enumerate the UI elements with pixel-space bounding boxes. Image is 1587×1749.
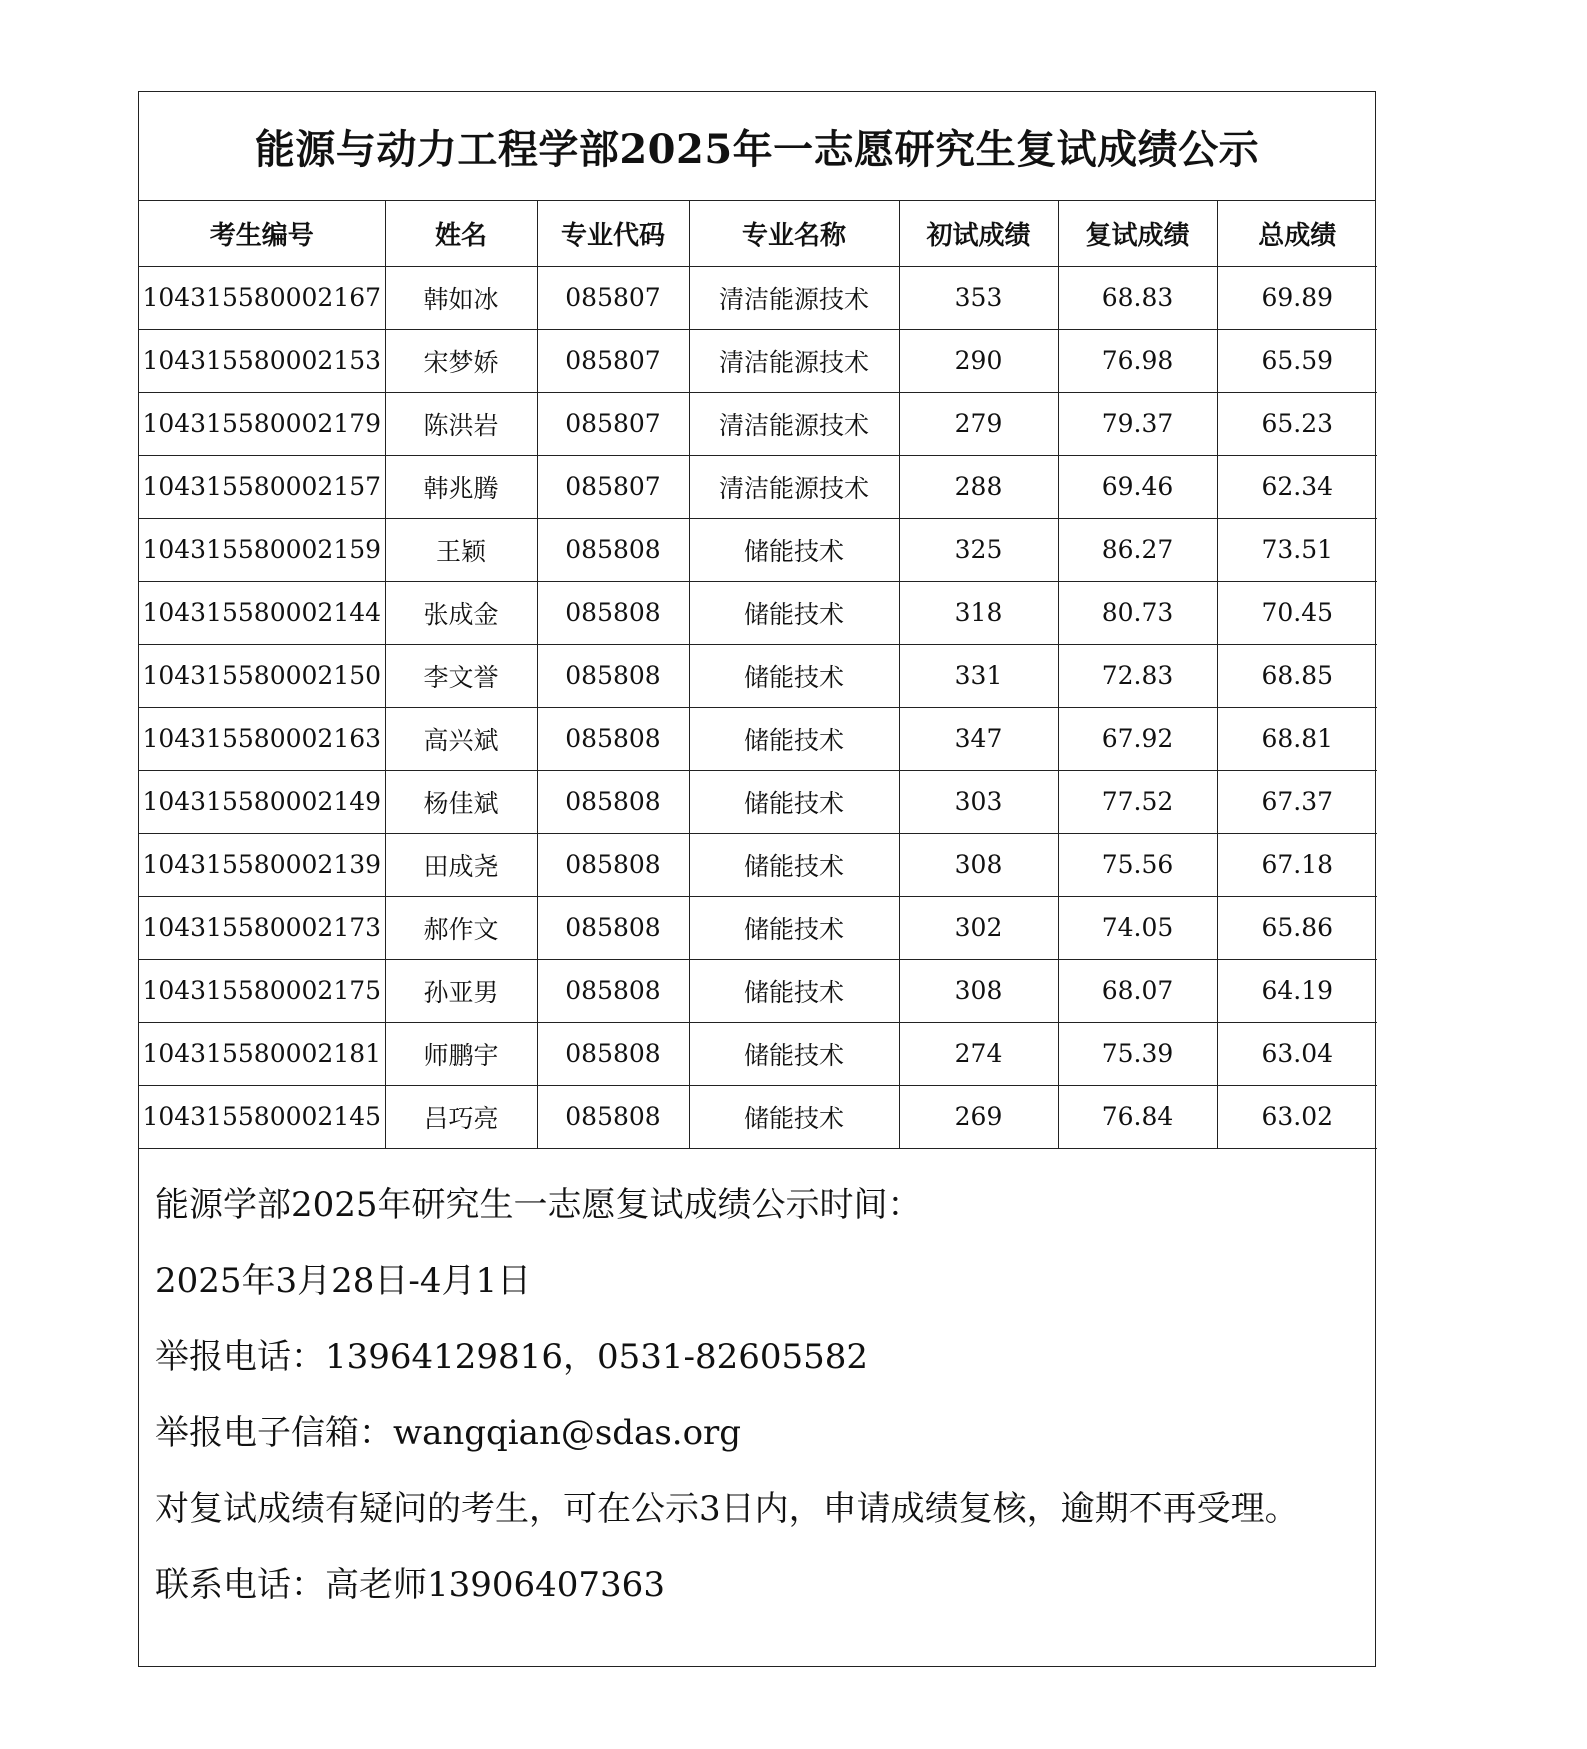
header-initial-score: 初试成绩: [899, 201, 1058, 266]
cell-name: 吕巧亮: [385, 1085, 537, 1148]
cell-major-name: 储能技术: [689, 581, 899, 644]
cell-retest-score: 69.46: [1058, 455, 1217, 518]
table-row: [139, 833, 1377, 896]
table-row: [139, 329, 1377, 392]
cell-candidate-id: 104315580002139: [139, 833, 385, 896]
cell-major-name: 储能技术: [689, 896, 899, 959]
cell-major-code: 085808: [537, 1022, 689, 1085]
cell-major-code: 085808: [537, 581, 689, 644]
cell-candidate-id: 104315580002157: [139, 455, 385, 518]
cell-major-code: 085808: [537, 959, 689, 1022]
table-row: [139, 392, 1377, 455]
cell-retest-score: 76.84: [1058, 1085, 1217, 1148]
cell-major-name: 储能技术: [689, 770, 899, 833]
cell-total-score: 69.89: [1217, 266, 1377, 329]
cell-name: 孙亚男: [385, 959, 537, 1022]
cell-major-name: 清洁能源技术: [689, 329, 899, 392]
cell-retest-score: 80.73: [1058, 581, 1217, 644]
cell-total-score: 64.19: [1217, 959, 1377, 1022]
cell-retest-score: 76.98: [1058, 329, 1217, 392]
cell-initial-score: 269: [899, 1085, 1058, 1148]
table-row: [139, 1085, 1377, 1148]
cell-total-score: 65.23: [1217, 392, 1377, 455]
cell-major-code: 085807: [537, 392, 689, 455]
cell-candidate-id: 104315580002149: [139, 770, 385, 833]
cell-total-score: 67.37: [1217, 770, 1377, 833]
cell-major-code: 085808: [537, 833, 689, 896]
cell-initial-score: 308: [899, 959, 1058, 1022]
header-retest-score: 复试成绩: [1058, 201, 1217, 266]
cell-initial-score: 347: [899, 707, 1058, 770]
cell-candidate-id: 104315580002175: [139, 959, 385, 1022]
cell-initial-score: 318: [899, 581, 1058, 644]
cell-total-score: 67.18: [1217, 833, 1377, 896]
cell-total-score: 63.02: [1217, 1085, 1377, 1148]
notice-report-phone: 举报电话：13964129816，0531-82605582: [155, 1336, 869, 1377]
table-row: [139, 707, 1377, 770]
table-row: [139, 1022, 1377, 1085]
cell-name: 田成尧: [385, 833, 537, 896]
cell-name: 韩如冰: [385, 266, 537, 329]
notice-section: [139, 1149, 1375, 1627]
cell-major-name: 储能技术: [689, 1085, 899, 1148]
cell-major-name: 储能技术: [689, 833, 899, 896]
cell-candidate-id: 104315580002181: [139, 1022, 385, 1085]
cell-major-name: 储能技术: [689, 707, 899, 770]
cell-candidate-id: 104315580002144: [139, 581, 385, 644]
cell-initial-score: 303: [899, 770, 1058, 833]
scores-table: [139, 201, 1377, 1149]
table-row: [139, 455, 1377, 518]
cell-initial-score: 302: [899, 896, 1058, 959]
header-major-name: 专业名称: [689, 201, 899, 266]
cell-major-name: 清洁能源技术: [689, 455, 899, 518]
cell-initial-score: 290: [899, 329, 1058, 392]
cell-total-score: 65.86: [1217, 896, 1377, 959]
cell-retest-score: 86.27: [1058, 518, 1217, 581]
cell-retest-score: 68.83: [1058, 266, 1217, 329]
cell-initial-score: 279: [899, 392, 1058, 455]
cell-retest-score: 68.07: [1058, 959, 1217, 1022]
cell-candidate-id: 104315580002173: [139, 896, 385, 959]
cell-name: 郝作文: [385, 896, 537, 959]
table-row: [139, 770, 1377, 833]
cell-initial-score: 288: [899, 455, 1058, 518]
cell-candidate-id: 104315580002145: [139, 1085, 385, 1148]
notice-period-label: 能源学部2025年研究生一志愿复试成绩公示时间：: [155, 1184, 922, 1225]
table-row: [139, 266, 1377, 329]
announcement-frame: [138, 91, 1376, 1667]
cell-major-code: 085808: [537, 518, 689, 581]
cell-major-code: 085808: [537, 770, 689, 833]
cell-initial-score: 308: [899, 833, 1058, 896]
cell-name: 张成金: [385, 581, 537, 644]
cell-major-name: 储能技术: [689, 1022, 899, 1085]
cell-candidate-id: 104315580002159: [139, 518, 385, 581]
cell-candidate-id: 104315580002153: [139, 329, 385, 392]
cell-total-score: 62.34: [1217, 455, 1377, 518]
notice-appeal: 对复试成绩有疑问的考生，可在公示3日内，申请成绩复核，逾期不再受理。: [155, 1488, 1299, 1529]
cell-name: 宋梦娇: [385, 329, 537, 392]
cell-major-code: 085808: [537, 707, 689, 770]
notice-report-email: 举报电子信箱：wangqian@sdas.org: [155, 1412, 742, 1453]
table-header-row: [139, 201, 1377, 266]
cell-major-code: 085808: [537, 644, 689, 707]
cell-major-code: 085807: [537, 266, 689, 329]
cell-name: 陈洪岩: [385, 392, 537, 455]
cell-candidate-id: 104315580002167: [139, 266, 385, 329]
table-row: [139, 518, 1377, 581]
cell-major-name: 清洁能源技术: [689, 266, 899, 329]
header-name: 姓名: [385, 201, 537, 266]
cell-name: 师鹏宇: [385, 1022, 537, 1085]
table-row: [139, 644, 1377, 707]
cell-retest-score: 75.56: [1058, 833, 1217, 896]
cell-name: 王颖: [385, 518, 537, 581]
cell-candidate-id: 104315580002150: [139, 644, 385, 707]
notice-contact: 联系电话：高老师13906407363: [155, 1564, 665, 1605]
cell-retest-score: 72.83: [1058, 644, 1217, 707]
cell-major-code: 085808: [537, 896, 689, 959]
cell-initial-score: 325: [899, 518, 1058, 581]
header-candidate-id: 考生编号: [139, 201, 385, 266]
cell-initial-score: 274: [899, 1022, 1058, 1085]
table-row: [139, 581, 1377, 644]
cell-total-score: 63.04: [1217, 1022, 1377, 1085]
cell-retest-score: 77.52: [1058, 770, 1217, 833]
cell-major-name: 储能技术: [689, 518, 899, 581]
cell-total-score: 73.51: [1217, 518, 1377, 581]
table-body: [139, 266, 1377, 1148]
cell-major-name: 清洁能源技术: [689, 392, 899, 455]
cell-major-code: 085807: [537, 329, 689, 392]
cell-total-score: 68.85: [1217, 644, 1377, 707]
cell-major-name: 储能技术: [689, 644, 899, 707]
header-major-code: 专业代码: [537, 201, 689, 266]
cell-name: 韩兆腾: [385, 455, 537, 518]
cell-retest-score: 67.92: [1058, 707, 1217, 770]
cell-major-code: 085807: [537, 455, 689, 518]
cell-major-code: 085808: [537, 1085, 689, 1148]
cell-retest-score: 75.39: [1058, 1022, 1217, 1085]
cell-total-score: 68.81: [1217, 707, 1377, 770]
table-row: [139, 959, 1377, 1022]
cell-candidate-id: 104315580002163: [139, 707, 385, 770]
cell-name: 杨佳斌: [385, 770, 537, 833]
table-row: [139, 896, 1377, 959]
cell-name: 高兴斌: [385, 707, 537, 770]
notice-period-dates: 2025年3月28日-4月1日: [155, 1260, 532, 1301]
header-total-score: 总成绩: [1217, 201, 1377, 266]
cell-initial-score: 353: [899, 266, 1058, 329]
cell-initial-score: 331: [899, 644, 1058, 707]
cell-retest-score: 74.05: [1058, 896, 1217, 959]
cell-major-name: 储能技术: [689, 959, 899, 1022]
cell-name: 李文誉: [385, 644, 537, 707]
cell-total-score: 70.45: [1217, 581, 1377, 644]
cell-total-score: 65.59: [1217, 329, 1377, 392]
cell-retest-score: 79.37: [1058, 392, 1217, 455]
cell-candidate-id: 104315580002179: [139, 392, 385, 455]
page-title: 能源与动力工程学部2025年一志愿研究生复试成绩公示: [139, 92, 1375, 201]
